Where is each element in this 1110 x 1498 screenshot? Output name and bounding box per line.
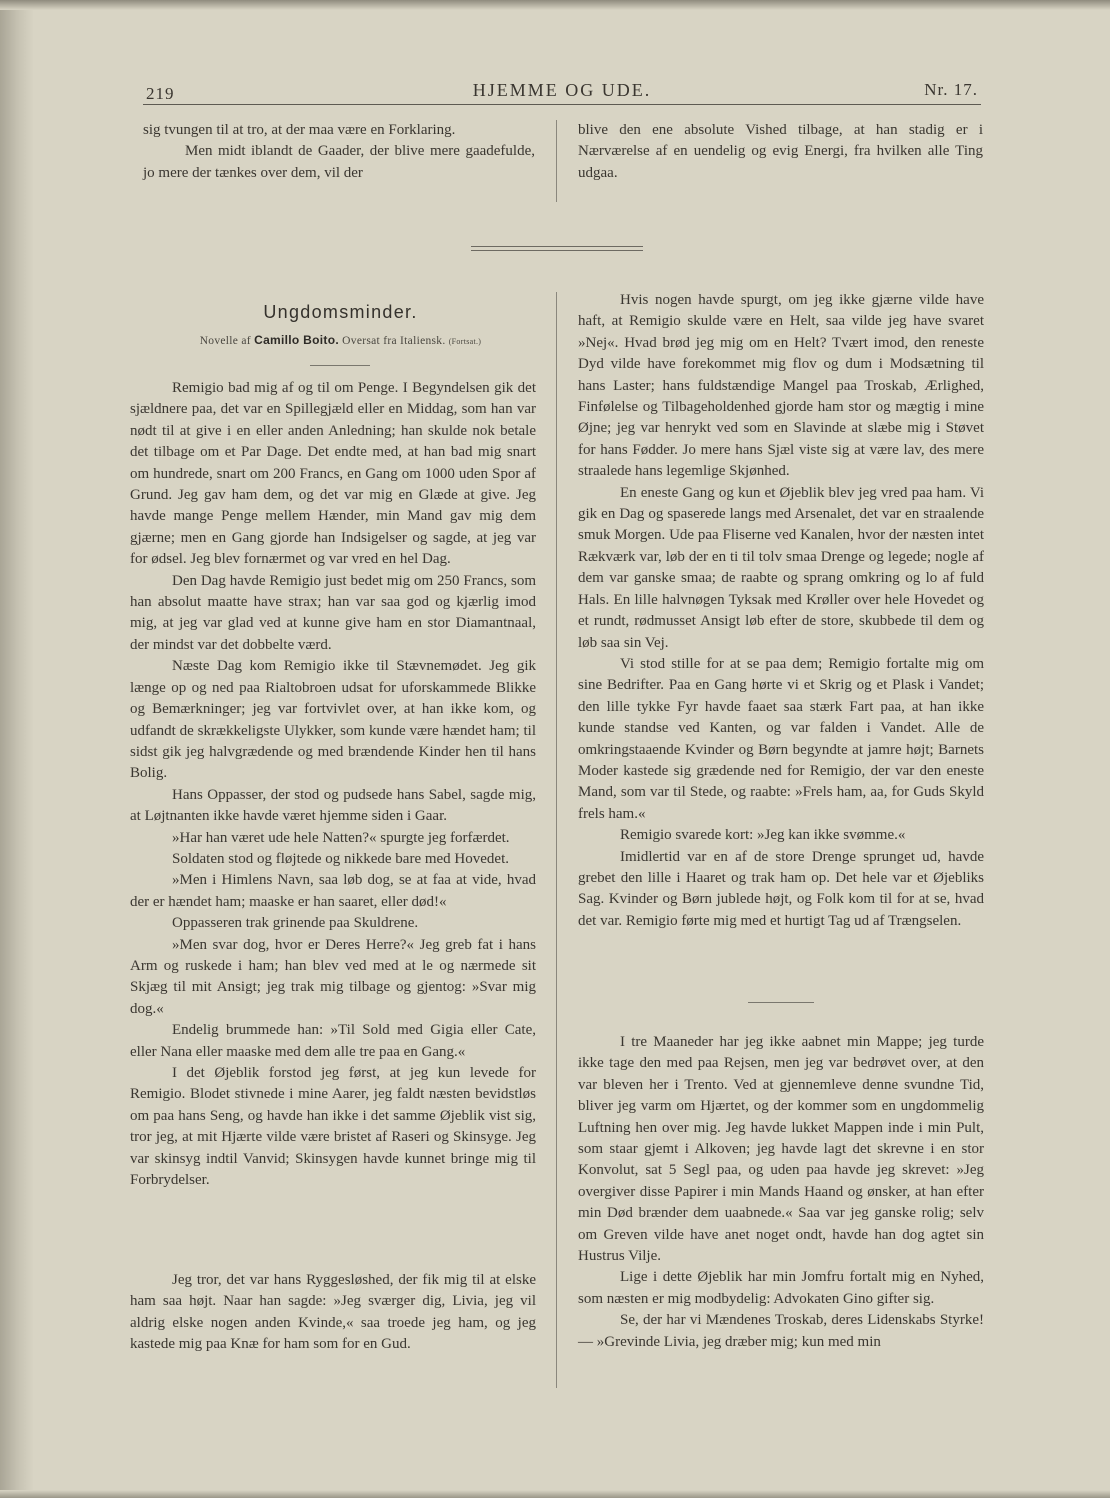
paragraph: sig tvungen til at tro, at der maa være en Forklaring. [143, 122, 456, 138]
paragraph: Remigio svarede kort: »Jeg kan ikke svømme.« [620, 827, 906, 844]
paragraph: Lige i dette Øjeblik har min Jomfru fortalt mig en Nyhed, som næsten er mig modbydelig: Advokaten Gino gifter sig. [578, 1269, 984, 1307]
main-right-column-continued [578, 1032, 984, 1353]
paragraph: I det Øjeblik forstod jeg først, at jeg kun levede for Remigio. Blodet stivnede i mine Aarer, jeg faldt næsten bevidstløs om paa hans Seng, og havde han ikke i det samme Øjeblik vist sig, tror jeg, at mit Hjærte vilde være bristet af Raseri og Skinsyge. Jeg var skinsyg indtil Vanvid; Skinsygen havde kunnet bringe mig til Forbrydelser. [130, 1065, 536, 1189]
paragraph: Endelig brummede han: »Til Sold med Gigia eller Cate, eller Nana eller maaske med dem alle tre paa en Gang.« [130, 1022, 536, 1060]
paragraph: Hans Oppasser, der stod og pudsede hans Sabel, sagde mig, at Løjtnanten ikke havde været hjemme siden i Gaar. [130, 786, 536, 825]
paragraph: »Men i Himlens Navn, saa løb dog, se at faa at vide, hvad der er hændet ham; maaske er han saaret, eller død!« [130, 872, 536, 910]
column-divider [556, 292, 557, 1388]
paragraph: Den Dag havde Remigio just bedet mig om 250 Francs, som han absolut maatte have strax; han var saa god og kjærlig imod mig, at jeg var glad ved at kunne give ham en stor Diamantnaal, der mindst var det dobbelte værd. [130, 572, 536, 653]
top-right-column [578, 120, 983, 184]
story-title: Ungdomsminder. [263, 302, 418, 322]
journal-title: HJEMME OG UDE. [472, 80, 652, 100]
paragraph: Se, der har vi Mændenes Troskab, deres Lidenskabs Styrke! — »Grevinde Livia, jeg dræber mig; kun med min [578, 1312, 984, 1350]
translation-note: Oversat fra Italiensk. [342, 335, 446, 347]
title-rule [310, 365, 370, 366]
paragraph: blive den ene absolute Vished tilbage, at han stadig er i Nærværelse af en uendelig og evig Energi, fra hvilken alle Ting udgaa. [578, 122, 983, 181]
byline-prefix: Novelle af [199, 335, 251, 347]
paragraph: En eneste Gang og kun et Øjeblik blev jeg vred paa ham. Vi gik en Dag og spaserede langs med Arsenalet, det var en straalende smuk Morgen. Ude paa Fliserne ved Kanalen, hvor der næsten intet Rækværk var, løb der en ti til tolv smaa Drenge og legede; nogle af dem var ganske smaa; de raabte og sprang omkring og lo af fuld Hals. En lille halvnøgen Tyksak med Krøller over hele Hovedet og et rundt, rødmusset Ansigt løb efter de store, skubbede til dem og løb saa sin Vej. [578, 484, 984, 651]
paragraph: Næste Dag kom Remigio ikke til Stævnemødet. Jeg gik længe op og ned paa Rialtobroen udsat for uforskammede Blikke og Bemærkninger; jeg var fortvivlet over, at han ikke kom, og udfandt de skrækkeligste Ulykker, som kunde være hændet ham; til sidst gik jeg halvgrædende og med brændende Kinder hen til hans Bolig. [130, 658, 536, 782]
paragraph: Jeg tror, det var hans Ryggesløshed, der fik mig til at elske ham saa højt. Naar han sagde: »Jeg sværger dig, Livia, jeg vil aldrig elske nogen anden Kvinde,« saa troede jeg ham, og jeg kastede mig paa Knæ for ham som for en Gud. [130, 1272, 536, 1353]
book-spine-shadow [0, 0, 34, 1498]
paragraph: Remigio bad mig af og til om Penge. I Begyndelsen gik det sjældnere paa, det var en Spillegjæld eller en Middag, som han var nødt til at give i en eller anden Anledning; han skulde nok betale det tilbage om et Par Dage. Det endte med, at han bad mig snart om hundrede, snart om 200 Francs, en Gang om 1000 uden Spor af Grund. Jeg gav ham dem, og det var mig en Glæde at give. Jeg havde mange Penge mellem Hænder, min Mand gav mig dem gjærne; men en Gang gjorde han Indsigelser og sagde, at jeg var for ødsel. Jeg blev fornærmet og var vred en hel Dag. [130, 380, 536, 568]
paragraph: I tre Maaneder har jeg ikke aabnet min Mappe; jeg turde ikke tage den med paa Rejsen, men jeg var bedrøvet over, at den var bleven her i Trento. Ved at gjennemleve denne svundne Tid, bliver jeg varm om Hjærtet, og der kommer som en ungdommelig Luftning hen over mig. Jeg havde lukket Mappen inde i min Pult, som staar gjemt i Alkoven; jeg havde lagt det skrevne i en stor Konvolut, sat 5 Segl paa, og uden paa havde jeg skrevet: »Jeg overgiver disse Papirer i min Mands Haand og ønsker, at han efter min Død brænder dem uaabnede.« Saa var jeg ganske rolig; selv om Greven vilde have anet noget ondt, havde han dog agtet sin Hustrus Vilje. [578, 1034, 984, 1265]
story-byline [143, 333, 538, 347]
page-number: 219 [146, 84, 175, 103]
paragraph: Men midt iblandt de Gaader, der blive mere gaadefulde, jo mere der tænkes over dem, vil der [143, 143, 535, 181]
author-name: Camillo Boito. [254, 333, 339, 347]
main-left-column [130, 378, 536, 1191]
paragraph: Vi stod stille for at se paa dem; Remigio fortalte mig om sine Bedrifter. Paa en Gang hørte vi et Skrig og et Plask i Vandet; den lille tykke Fyr havde faaet saa stærk Fart paa, at han ikke kunde standse ved Kanten, og var falden i Vandet. Alle de omkringstaaende Kvinder og Børn begyndte at jamre højt; Barnets Moder kastede sig grædende ned for Remigio, der var den eneste Mand, som var til Stede, og raabte: »Frels ham, aa, for Guds Skyld frels ham.« [578, 655, 984, 822]
paragraph: Imidlertid var en af de store Drenge sprunget ud, havde grebet den lille i Haaret og trak ham op. Det hele var et Øjebliks Sag. Kvinder og Børn jublede højt, og Folk kom til for at se, hvad det var. Remigio førte mig med et hurtigt Tag ud af Trængselen. [578, 848, 984, 929]
column-divider [556, 120, 557, 202]
continued-note: (Fortsat.) [448, 337, 482, 346]
main-left-column-continued [130, 1270, 536, 1356]
paragraph: »Har han været ude hele Natten?« spurgte jeg forfærdet. [172, 829, 510, 846]
top-left-column [143, 120, 535, 184]
page-bottom-edge [0, 1490, 1110, 1498]
paragraph: Soldaten stod og fløjtede og nikkede bare med Hovedet. [172, 850, 509, 867]
paragraph: »Men svar dog, hvor er Deres Herre?« Jeg greb fat i hans Arm og ruskede i ham; han blev ved med at le og nærmede sit Skjæg til mit Ansigt; jeg trak mig tilbage og gjentog: »Svar mig dog.« [130, 936, 536, 1017]
section-separator [471, 246, 643, 251]
main-right-column [578, 290, 984, 932]
section-break-rule [748, 1002, 814, 1003]
issue-number: Nr. 17. [924, 80, 978, 99]
paragraph: Oppasseren trak grinende paa Skuldrene. [172, 915, 419, 932]
page-top-edge [0, 0, 1110, 10]
running-header [143, 80, 981, 105]
paragraph: Hvis nogen havde spurgt, om jeg ikke gjærne vilde have haft, at Remigio skulde være en Helt, saa vilde jeg have svaret »Nej«. Hvad brød jeg mig om en Helt? Tvært imod, den reneste Dyd vilde have forekommet mig flov og dum i Modsætning til hans Laster; hans fuldstændige Mangel paa Troskab, Ærlighed, Finfølelse og Tilbageholdenhed gjorde ham stor og mægtig i mine Øjne; jeg var henrykt ved som en Slavinde at slæbe mig i Støvet for hans Fødder. Jo mere hans Sjæl viste sig at være lav, des mere straalede hans legemlige Skjønhed. [578, 292, 984, 480]
